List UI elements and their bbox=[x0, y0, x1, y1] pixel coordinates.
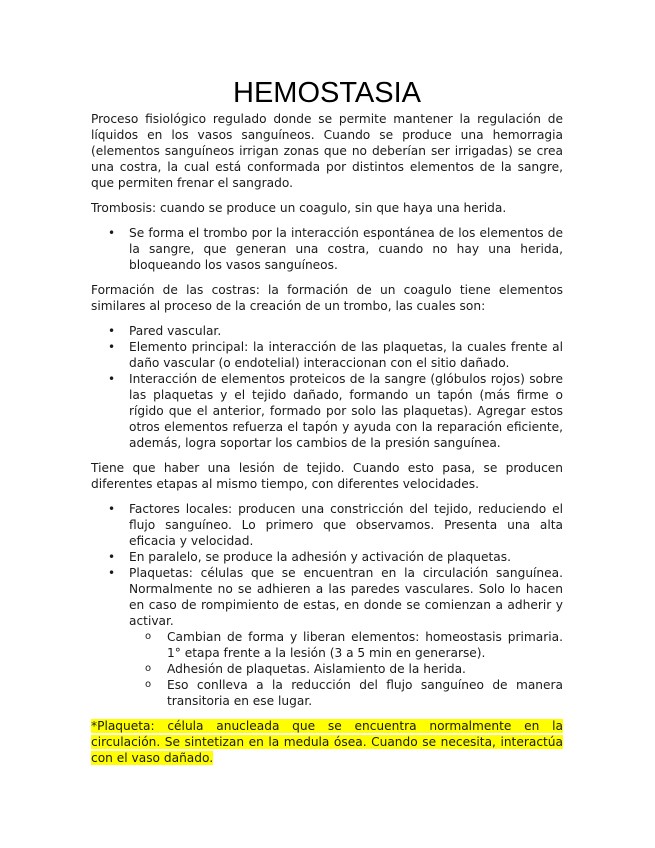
sub-list-item: o Cambian de forma y liberan elementos: homeostasis primaria. 1° etapa frente a la lesión (3 a 5 min en generarse). bbox=[129, 629, 563, 661]
list-item-text: Plaquetas: células que se encuentran en la circulación sanguínea. Normalmente no se adhieren a las paredes vasculares. Solo lo hacen en caso de rompimiento de estas, en donde se comienzan a adherir y activar. bbox=[129, 566, 563, 628]
list-item: • Elemento principal: la interacción de las plaquetas, la cuales frente al daño vascular (o endotelial) interaccionan con el sitio dañado. bbox=[91, 339, 563, 371]
sub-list-item: o Adhesión de plaquetas. Aislamiento de la herida. bbox=[129, 661, 563, 677]
costras-paragraph: Formación de las costras: la formación de un coagulo tiene elementos similares al proceso de la creación de un trombo, las cuales son: bbox=[91, 283, 563, 313]
trombosis-list bbox=[91, 225, 563, 273]
document-page bbox=[91, 76, 563, 775]
costras-list bbox=[91, 323, 563, 451]
list-item: • En paralelo, se produce la adhesión y activación de plaquetas. bbox=[91, 549, 563, 565]
list-item: • Factores locales: producen una constricción del tejido, reduciendo el flujo sanguíneo. Lo primero que observamos. Presenta una alta eficacia y velocidad. bbox=[91, 501, 563, 549]
list-item: • Interacción de elementos proteicos de la sangre (glóbulos rojos) sobre las plaquetas y el tejido dañado, formando un tapón (más firme o rígido que el anterior, formado por solo las plaquetas). Agregar estos otros elementos refuerza el tapón y ayuda con la reparación eficiente, además, logra soportar los cambios de la presión sanguínea. bbox=[91, 371, 563, 451]
note-text: *Plaqueta: célula anucleada que se encuentra normalmente en la circulación. Se sintetizan en la medula ósea. Cuando se necesita, interactúa con el vaso dañado. bbox=[91, 719, 563, 765]
list-item-plaquetas bbox=[91, 565, 563, 709]
highlighted-note bbox=[91, 718, 563, 766]
intro-paragraph: Proceso fisiológico regulado donde se permite mantener la regulación de líquidos en los vasos sanguíneos. Cuando se produce una hemorragia (elementos sanguíneos irrigan zonas que no deberían ser irrigadas) se crea una costra, la cual está conformada por distintos elementos de la sangre, que permiten frenar el sangrado. bbox=[91, 112, 563, 190]
list-item: • Se forma el trombo por la interacción espontánea de los elementos de la sangre, que generan una costra, cuando no hay una herida, bloqueando los vasos sanguíneos. bbox=[91, 225, 563, 273]
lesion-paragraph: Tiene que haber una lesión de tejido. Cuando esto pasa, se producen diferentes etapas al mismo tiempo, con diferentes velocidades. bbox=[91, 461, 563, 491]
page-title: HEMOSTASIA bbox=[233, 77, 421, 109]
list-item: • Pared vascular. bbox=[91, 323, 563, 339]
sub-list-item: o Eso conlleva a la reducción del flujo sanguíneo de manera transitoria en ese lugar. bbox=[129, 677, 563, 709]
lesion-list bbox=[91, 501, 563, 709]
sub-list bbox=[129, 629, 563, 709]
trombosis-paragraph: Trombosis: cuando se produce un coagulo, sin que haya una herida. bbox=[91, 201, 507, 215]
